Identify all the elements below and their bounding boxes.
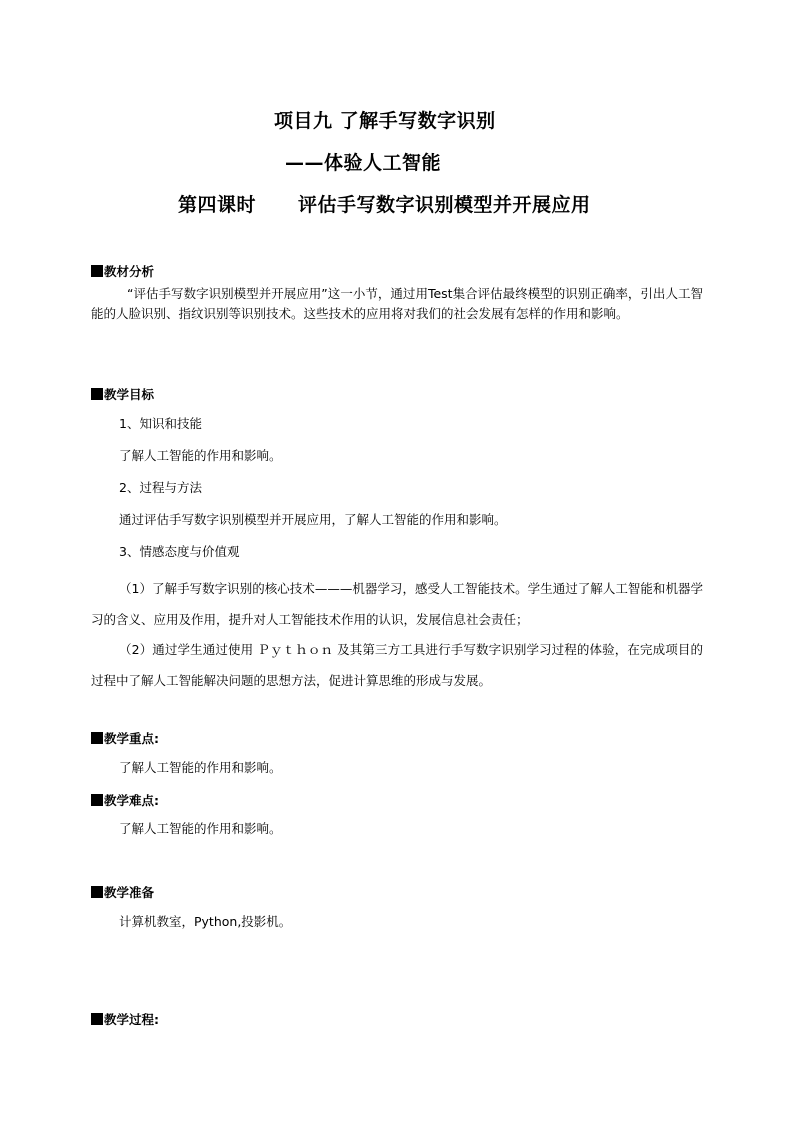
title-line-2: ——体验人工智能 bbox=[285, 152, 442, 174]
square-bullet-icon bbox=[91, 265, 103, 277]
title-line-3-topic: 评估手写数字识别模型并开展应用 bbox=[298, 194, 591, 216]
section-heading-key-points: 教学重点: bbox=[91, 729, 159, 747]
square-bullet-icon bbox=[91, 388, 103, 400]
goal-3-title: 3、情感态度与价值观 bbox=[119, 544, 240, 559]
section-heading-goals: 教学目标 bbox=[91, 385, 154, 403]
preparation-text: 计算机教室，Python,投影机。 bbox=[119, 914, 292, 929]
square-bullet-icon bbox=[91, 886, 103, 898]
section-heading-process: 教学过程: bbox=[91, 1010, 159, 1028]
goal-2-text: 通过评估手写数字识别模型并开展应用，了解人工智能的作用和影响。 bbox=[119, 512, 507, 527]
goal-3-paragraph-2: （2）通过学生通过使用 Ｐｙｔｈｏｎ 及其第三方工具进行手写数字识别学习过程的体验，在完成项目的过程中了解人工智能解决问题的思想方法，促进计算思维的形成与发展。 bbox=[91, 642, 703, 688]
goal-1-title: 1、知识和技能 bbox=[119, 416, 202, 431]
difficulties-text: 了解人工智能的作用和影响。 bbox=[119, 821, 282, 836]
materials-paragraph: “评估手写数字识别模型并开展应用”这一小节，通过用Test集合评估最终模型的识别正确率，引出人工智能的人脸识别、指纹识别等识别技术。这些技术的应用将对我们的社会发展有怎样的作用和影响。 bbox=[91, 286, 703, 321]
goal-3-paragraph-1: （1）了解手写数字识别的核心技术———机器学习，感受人工智能技术。学生通过了解人工智能和机器学习的含义、应用及作用，提升对人工智能技术作用的认识，发展信息社会责任； bbox=[91, 581, 703, 627]
title-line-3-lesson: 第四课时 bbox=[178, 194, 257, 216]
section-heading-difficulties: 教学难点: bbox=[91, 791, 159, 809]
square-bullet-icon bbox=[91, 732, 103, 744]
key-points-text: 了解人工智能的作用和影响。 bbox=[119, 760, 282, 775]
section-heading-preparation: 教学准备 bbox=[91, 883, 154, 901]
goal-2-title: 2、过程与方法 bbox=[119, 480, 202, 495]
title-line-1: 项目九 了解手写数字识别 bbox=[274, 110, 496, 132]
square-bullet-icon bbox=[91, 794, 103, 806]
goal-1-text: 了解人工智能的作用和影响。 bbox=[119, 448, 282, 463]
section-heading-materials: 教材分析 bbox=[91, 262, 154, 280]
square-bullet-icon bbox=[91, 1013, 103, 1025]
